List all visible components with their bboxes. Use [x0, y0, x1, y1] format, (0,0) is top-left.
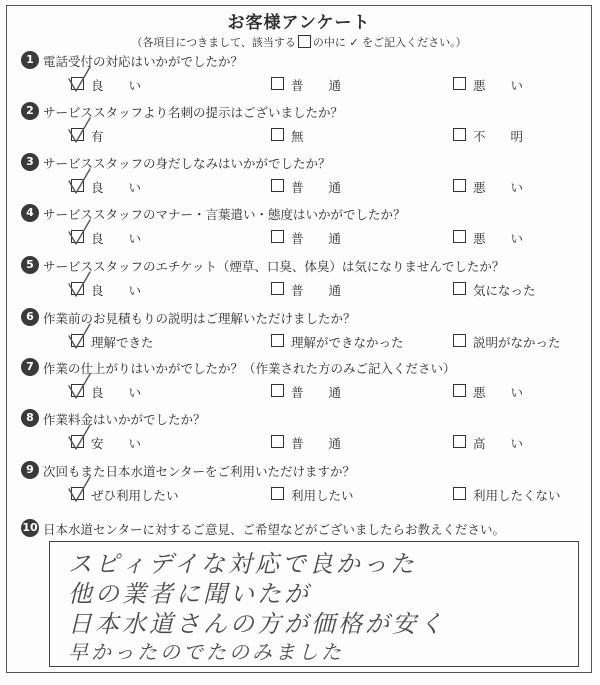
checkbox[interactable] — [271, 334, 284, 347]
checkbox[interactable] — [453, 230, 466, 243]
checkbox[interactable] — [453, 487, 466, 500]
checkmark-icon — [66, 372, 92, 402]
question-number: 8 — [21, 409, 39, 427]
comment-line-4: 早かったのでたのみました — [68, 640, 344, 664]
question-text: 作業前のお見積もりの説明はご理解いただけましたか？ — [43, 311, 356, 326]
checkmark-icon — [66, 218, 92, 248]
question-number: 2 — [21, 102, 39, 120]
question-text: 次回もまた日本水道センターをご利用いただけますか？ — [43, 464, 356, 479]
survey-sheet — [6, 5, 592, 673]
question-8 — [21, 409, 581, 459]
checkbox[interactable] — [453, 435, 466, 448]
checkmark-icon — [66, 270, 92, 300]
comment-line-3: 日本水道さんの方が価格が安く — [68, 610, 446, 638]
instruction-line — [7, 34, 591, 50]
option-label: 悪 い — [473, 180, 524, 195]
question-number: 3 — [21, 153, 39, 171]
option-label: 理解できた — [91, 335, 154, 350]
instruction-after: の中に ✓ をご記入ください。） — [312, 36, 467, 49]
checkbox-sample-icon — [298, 35, 311, 48]
question-4 — [21, 204, 581, 254]
question-text: 作業料金はいかがでしたか？ — [43, 412, 206, 427]
option-label: 安 い — [91, 436, 142, 451]
question-number: 7 — [21, 358, 39, 376]
checkbox[interactable] — [453, 128, 466, 141]
comment-box[interactable] — [49, 541, 579, 667]
option-label: 説明がなかった — [473, 335, 561, 350]
comment-line-1: スピィデイな対応で良かった — [68, 550, 417, 578]
checkmark-icon — [66, 167, 92, 197]
checkbox[interactable] — [271, 487, 284, 500]
checkbox[interactable] — [453, 282, 466, 295]
checkmark-icon — [66, 475, 92, 505]
checkbox[interactable] — [271, 77, 284, 90]
checkmark-icon — [66, 423, 92, 453]
question-text: サービススタッフのマナー・言葉遣い・態度はいかがでしたか？ — [43, 207, 406, 222]
option-label: ぜひ利用したい — [91, 488, 179, 503]
checkmark-icon — [66, 65, 92, 95]
question-text: サービススタッフのエチケット（煙草、口臭、体臭）は気になりませんでしたか？ — [43, 259, 505, 274]
question-1 — [21, 51, 581, 101]
question-3 — [21, 153, 581, 203]
option-label: 普 通 — [291, 78, 342, 93]
question-number: 6 — [21, 308, 39, 326]
option-label: 良 い — [91, 385, 142, 400]
option-label: 悪 い — [473, 78, 524, 93]
comment-line-2: 他の業者に聞いたが — [68, 580, 311, 608]
question-text: 作業の仕上がりはいかがでしたか？（作業された方のみご記入ください） — [43, 361, 456, 376]
question-text: サービススタッフの身だしなみはいかがでしたか？ — [43, 156, 331, 171]
checkbox[interactable] — [453, 334, 466, 347]
survey-title: お客様アンケート — [227, 13, 371, 33]
question-text: 電話受付の対応はいかがでしたか？ — [43, 54, 244, 69]
option-label: 良 い — [91, 180, 142, 195]
question-number: 1 — [21, 51, 39, 69]
question-number: 10 — [21, 519, 39, 537]
option-label: 有 — [91, 129, 104, 144]
checkbox[interactable] — [271, 282, 284, 295]
option-label: 普 通 — [291, 385, 342, 400]
option-label: 良 い — [91, 78, 142, 93]
checkbox[interactable] — [271, 230, 284, 243]
option-label: 良 い — [91, 231, 142, 246]
option-label: 普 通 — [291, 231, 342, 246]
question-2 — [21, 102, 581, 152]
checkmark-icon — [66, 322, 92, 352]
option-label: 普 通 — [291, 283, 342, 298]
option-label: 良 い — [91, 283, 142, 298]
checkbox[interactable] — [271, 179, 284, 192]
option-label: 悪 い — [473, 231, 524, 246]
question-text: 日本水道センターに対するご意見、ご希望などがございましたらお教えください。 — [43, 522, 506, 537]
instruction-before: （各項目につきまして、該当する — [131, 36, 296, 49]
option-label: 普 通 — [291, 436, 342, 451]
question-number: 4 — [21, 204, 39, 222]
question-7 — [21, 358, 581, 408]
option-label: 気になった — [473, 283, 536, 298]
question-9 — [21, 461, 581, 511]
question-text: サービススタッフより名刺の提示はございましたか？ — [43, 105, 344, 120]
option-label: 普 通 — [291, 180, 342, 195]
checkbox[interactable] — [453, 77, 466, 90]
checkbox[interactable] — [271, 384, 284, 397]
option-label: 利用したい — [291, 488, 354, 503]
option-label: 高 い — [473, 436, 524, 451]
question-6 — [21, 308, 581, 358]
question-number: 5 — [21, 256, 39, 274]
checkbox[interactable] — [271, 128, 284, 141]
option-label: 不 明 — [473, 129, 524, 144]
option-label: 利用したくない — [473, 488, 561, 503]
checkbox[interactable] — [271, 435, 284, 448]
question-5 — [21, 256, 581, 306]
checkmark-icon — [66, 116, 92, 146]
option-label: 悪 い — [473, 385, 524, 400]
checkbox[interactable] — [453, 384, 466, 397]
checkbox[interactable] — [453, 179, 466, 192]
question-number: 9 — [21, 461, 39, 479]
option-label: 無 — [291, 129, 304, 144]
option-label: 理解ができなかった — [291, 335, 404, 350]
